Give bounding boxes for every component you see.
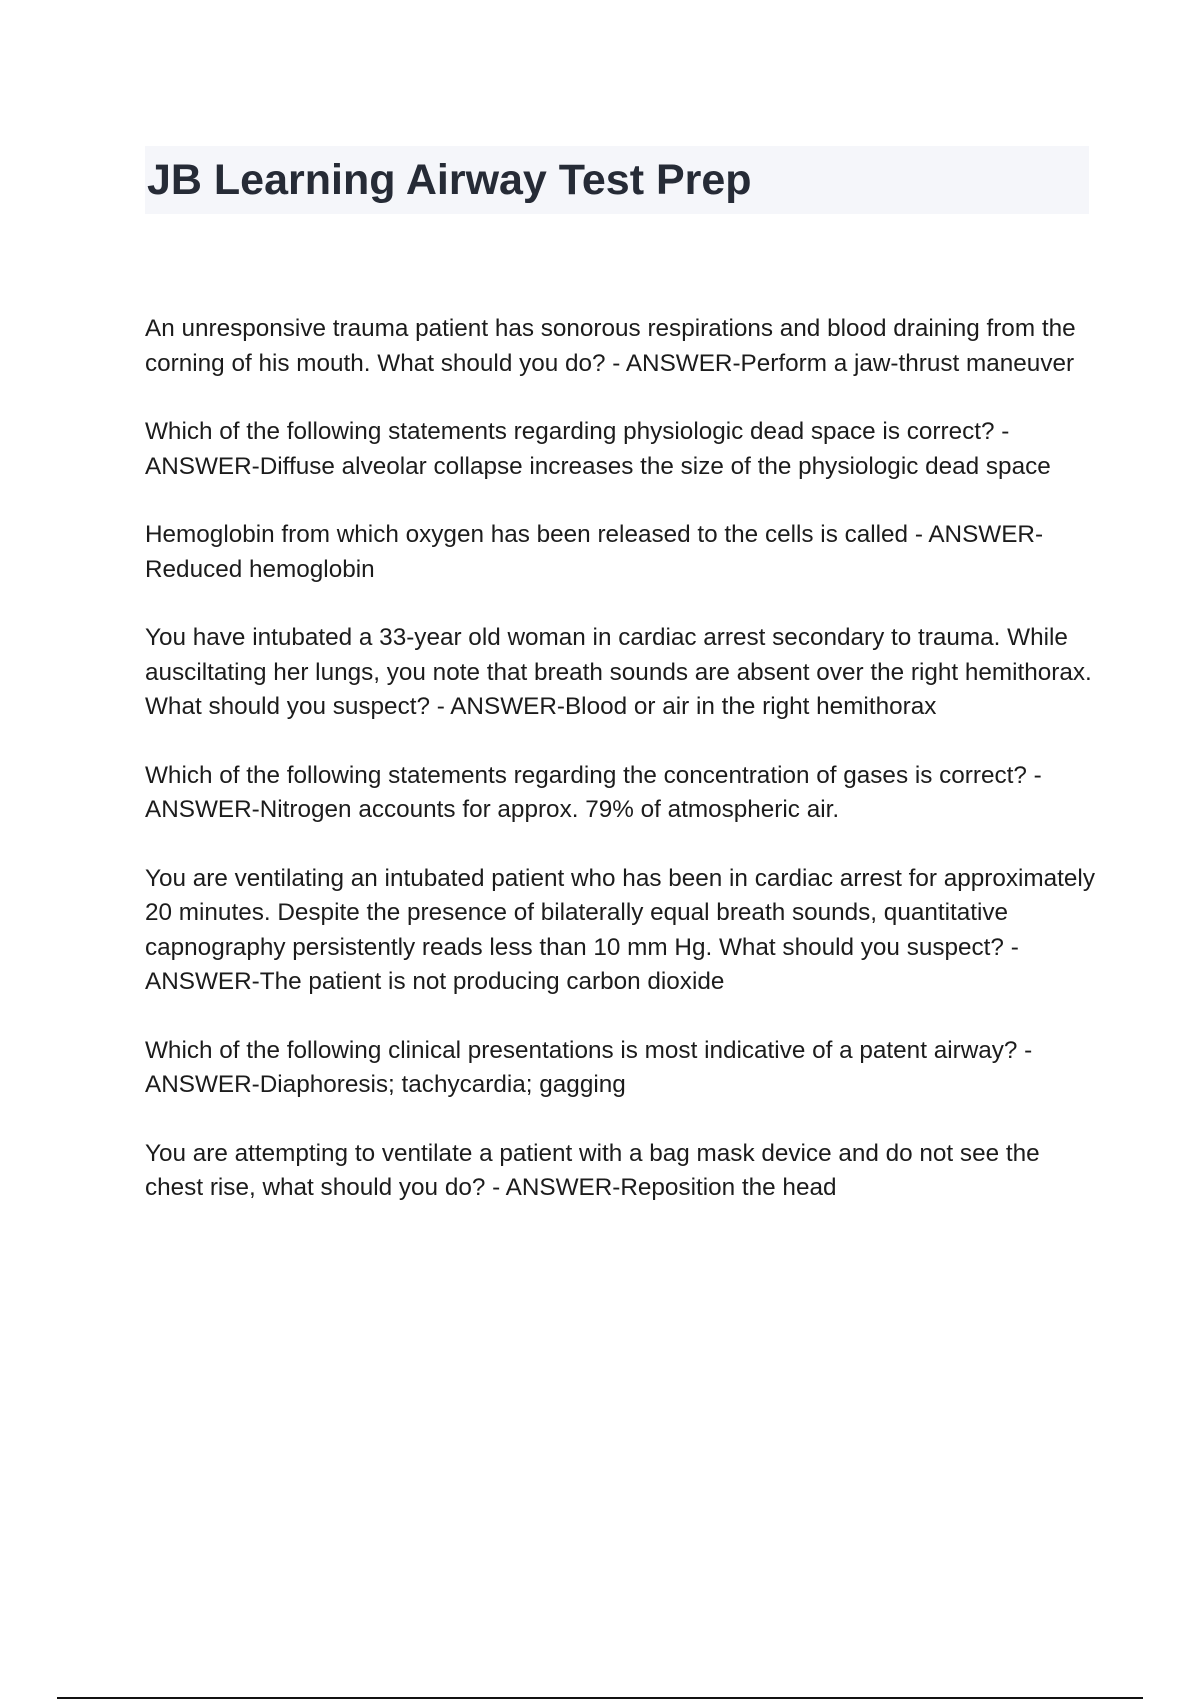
qa-item-6: You are ventilating an intubated patient who has been in cardiac arrest for approximately 20 minutes. Despite the presence of bilaterally equal breath sounds, quantitative capnography persistently reads less than 10 mm Hg. What should you suspect? - ANSWER-The patient is not producing carbon dioxide	[145, 864, 1095, 995]
qa-item-8: You are attempting to ventilate a patient with a bag mask device and do not see the chest rise, what should you do? - ANSWER-Reposition the head	[145, 1139, 1040, 1201]
qa-item-1: An unresponsive trauma patient has sonorous respirations and blood draining from the corning of his mouth. What should you do? - ANSWER-Perform a jaw-thrust maneuver	[145, 315, 1076, 377]
title-band	[145, 146, 1089, 214]
qa-item-4: You have intubated a 33-year old woman in cardiac arrest secondary to trauma. While ausciltating her lungs, you note that breath sounds are absent over the right hemithorax. What should you suspect? - ANSWER-Blood or air in the right hemithorax	[145, 624, 1092, 720]
qa-item-2: Which of the following statements regarding physiologic dead space is correct? - ANSWER-Diffuse alveolar collapse increases the size of the physiologic dead space	[145, 418, 1051, 480]
page-title: JB Learning Airway Test Prep	[147, 156, 752, 204]
qa-list	[145, 312, 1095, 1240]
qa-item-7: Which of the following clinical presentations is most indicative of a patent airway? - ANSWER-Diaphoresis; tachycardia; gagging	[145, 1036, 1033, 1098]
page-bottom-rule	[57, 1697, 1143, 1699]
qa-item-3: Hemoglobin from which oxygen has been released to the cells is called - ANSWER-Reduced hemoglobin	[145, 521, 1044, 583]
qa-item-5: Which of the following statements regarding the concentration of gases is correct? - ANSWER-Nitrogen accounts for approx. 79% of atmospheric air.	[145, 761, 1042, 823]
